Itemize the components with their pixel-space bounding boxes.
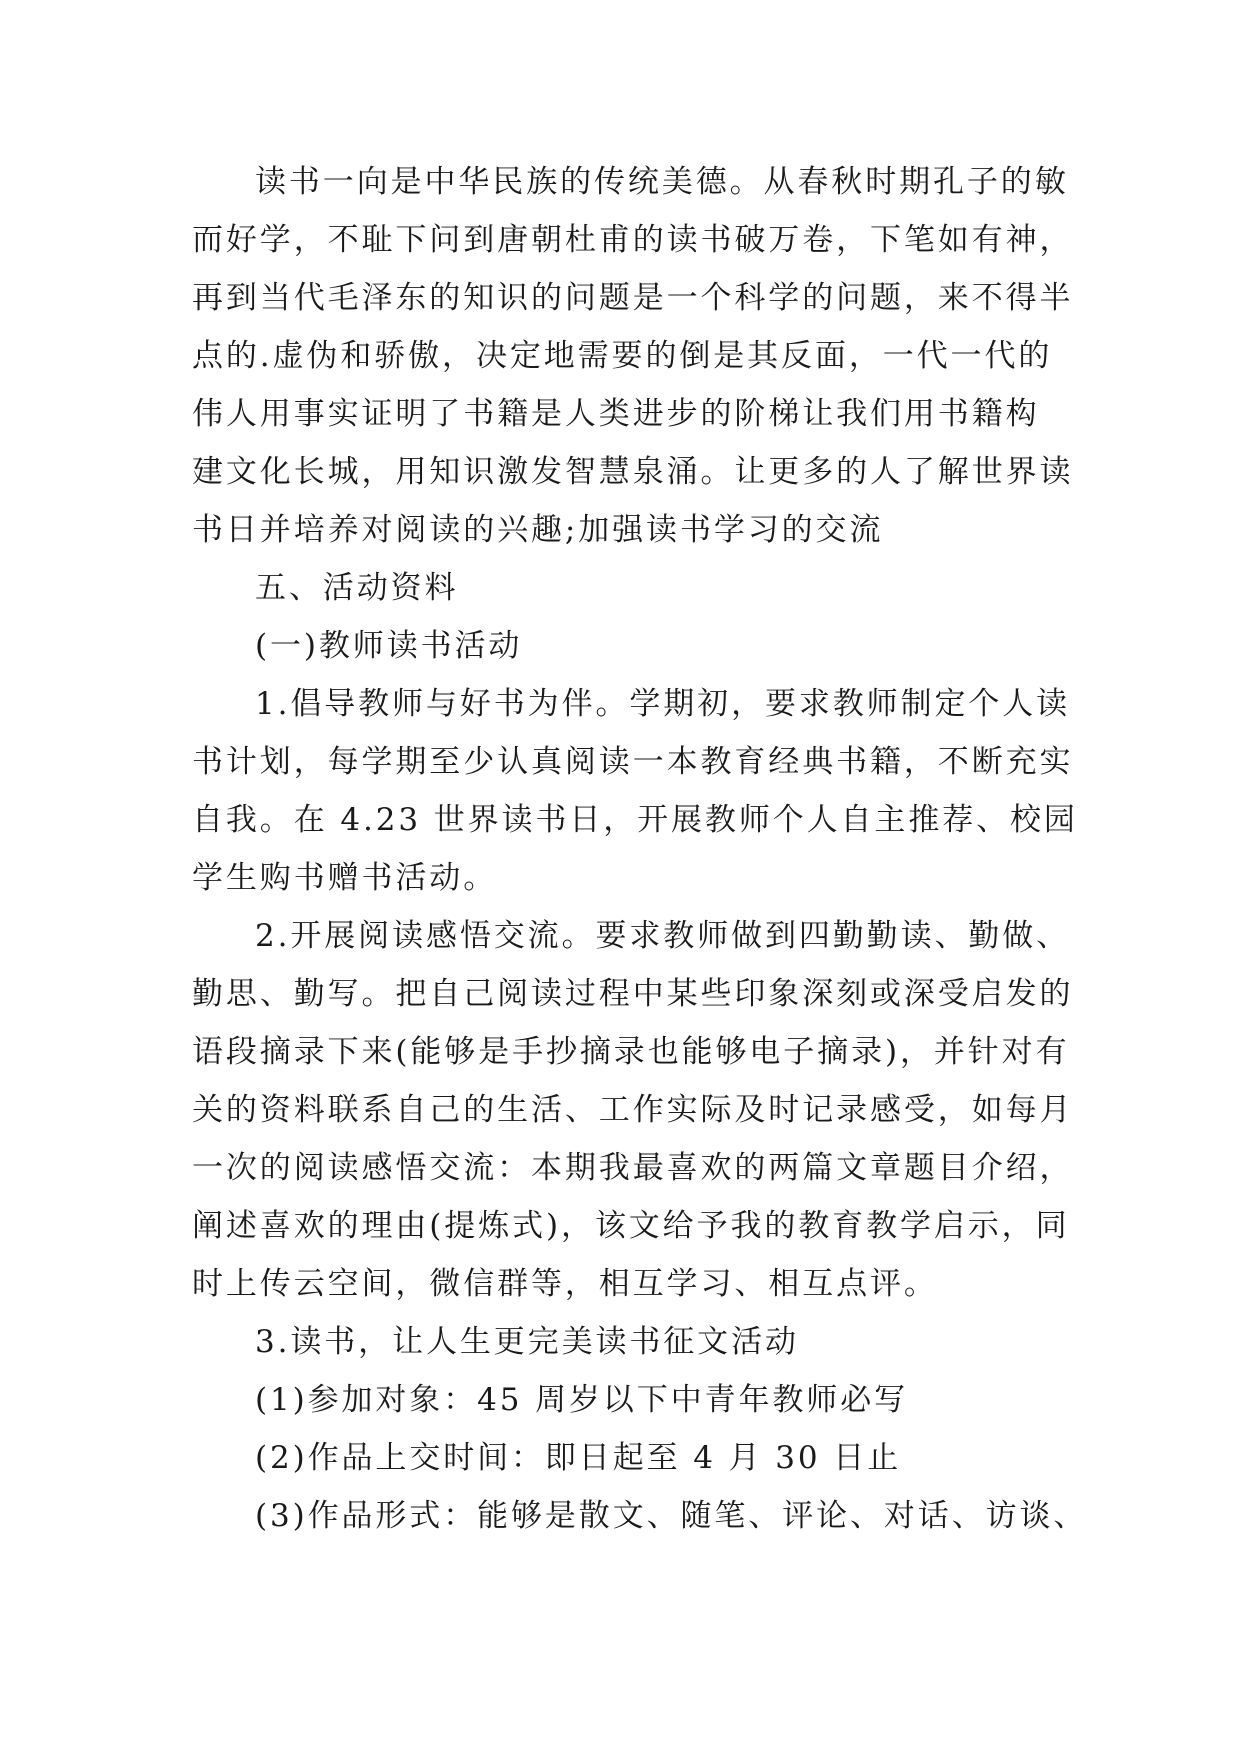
paragraph-line: 语段摘录下来(能够是手抄摘录也能够电子摘录)，并针对有 [192, 1034, 1070, 1070]
list-item: 1.倡导教师与好书为伴。学期初，要求教师制定个人读 [255, 686, 1071, 722]
paragraph-line: 勤思、勤写。把自己阅读过程中某些印象深刻或深受启发的 [192, 976, 1074, 1012]
list-item: (3)作品形式：能够是散文、随笔、评论、对话、访谈、 [255, 1498, 1088, 1534]
section-heading: 五、活动资料 [255, 570, 459, 606]
list-item: 3.读书，让人生更完美读书征文活动 [255, 1324, 799, 1360]
paragraph-line: 学生购书赠书活动。 [192, 860, 498, 896]
paragraph-line: 伟人用事实证明了书籍是人类进步的阶梯让我们用书籍构 [192, 396, 1040, 432]
paragraph-line: 一次的阅读感悟交流：本期我最喜欢的两篇文章题目介绍， [192, 1150, 1074, 1186]
subsection-heading: (一)教师读书活动 [255, 628, 523, 664]
paragraph-line: 建文化长城，用知识激发智慧泉涌。让更多的人了解世界读 [192, 454, 1074, 490]
paragraph-line: 点的.虚伪和骄傲，决定地需要的倒是其反面，一代一代的 [192, 338, 1053, 374]
paragraph-line: 书日并培养对阅读的兴趣;加强读书学习的交流 [192, 512, 884, 548]
paragraph-line: 自我。在 4.23 世界读书日，开展教师个人自主推荐、校园 [192, 802, 1078, 838]
paragraph-line: 阐述喜欢的理由(提炼式)，该文给予我的教育教学启示，同 [192, 1208, 1070, 1244]
paragraph-line: 书计划，每学期至少认真阅读一本教育经典书籍，不断充实 [192, 744, 1074, 780]
list-item: (1)参加对象：45 周岁以下中青年教师必写 [255, 1382, 909, 1418]
paragraph-line: 读书一向是中华民族的传统美德。从春秋时期孔子的敏 [255, 164, 1069, 200]
list-item: 2.开展阅读感悟交流。要求教师做到四勤勤读、勤做、 [255, 918, 1071, 954]
paragraph-line: 时上传云空间，微信群等，相互学习、相互点评。 [192, 1266, 938, 1302]
paragraph-line: 再到当代毛泽东的知识的问题是一个科学的问题，来不得半 [192, 280, 1074, 316]
list-item: (2)作品上交时间：即日起至 4 月 30 日止 [255, 1440, 902, 1476]
paragraph-line: 关的资料联系自己的生活、工作实际及时记录感受，如每月 [192, 1092, 1074, 1128]
paragraph-line: 而好学，不耻下问到唐朝杜甫的读书破万卷，下笔如有神， [192, 222, 1074, 258]
